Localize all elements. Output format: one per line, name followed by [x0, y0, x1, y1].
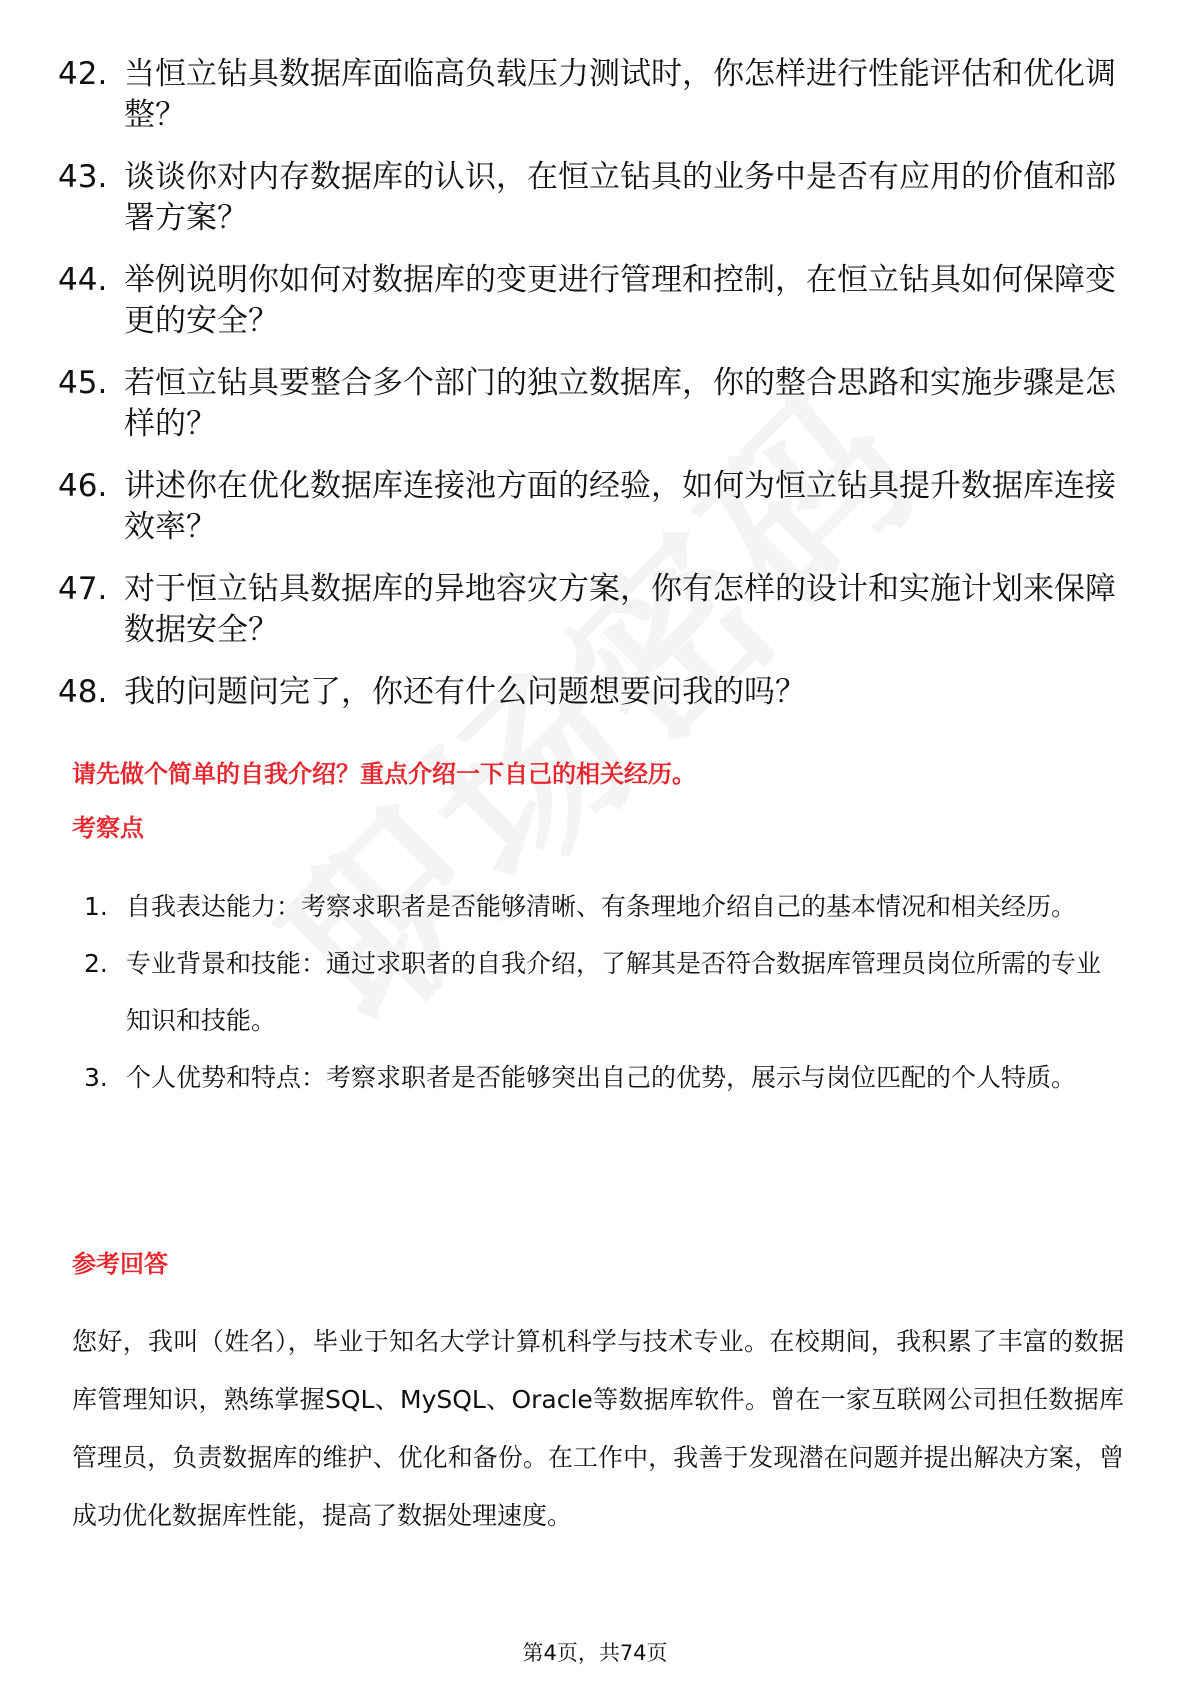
focus-point-number: 3. [84, 1063, 108, 1092]
focus-point-text: 专业背景和技能：通过求职者的自我介绍，了解其是否符合数据库管理员岗位所需的专业知识和技能。 [126, 949, 1102, 1035]
page-footer: 第4页，共74页 [522, 1641, 668, 1665]
question-number: 48. [58, 674, 108, 710]
question-number: 43. [58, 159, 108, 195]
question-text: 举例说明你如何对数据库的变更进行管理和控制，在恒立钻具如何保障变更的安全？ [124, 262, 1116, 339]
main-question-heading: 请先做个简单的自我介绍？重点介绍一下自己的相关经历。 [72, 760, 696, 788]
focus-point-list [84, 878, 1124, 1106]
focus-point-number: 1. [84, 892, 108, 921]
question-number: 42. [58, 56, 108, 92]
focus-point [84, 878, 1124, 935]
focus-heading: 考察点 [72, 814, 144, 842]
focus-point-text: 自我表达能力：考察求职者是否能够清晰、有条理地介绍自己的基本情况和相关经历。 [126, 892, 1077, 921]
question-item [58, 569, 1118, 651]
focus-point [84, 935, 1124, 1049]
question-number: 45. [58, 365, 108, 401]
question-item [58, 157, 1118, 239]
question-item [58, 260, 1118, 342]
question-text: 若恒立钻具要整合多个部门的独立数据库，你的整合思路和实施步骤是怎样的？ [124, 365, 1116, 442]
question-list [58, 54, 1118, 734]
question-item [58, 672, 1118, 713]
question-number: 46. [58, 468, 108, 504]
answer-paragraph: 您好，我叫（姓名），毕业于知名大学计算机科学与技术专业。在校期间，我积累了丰富的数据库管理知识，熟练掌握SQL、MySQL、Oracle等数据库软件。曾在一家互联网公司担任数据库管理员，负责数据库的维护、优化和备份。在工作中，我善于发现潜在问题并提出解决方案，曾成功优化数据库性能，提高了数据处理速度。 [72, 1327, 1124, 1530]
question-item [58, 363, 1118, 445]
question-text: 讲述你在优化数据库连接池方面的经验，如何为恒立钻具提升数据库连接效率？ [124, 468, 1116, 545]
focus-point-number: 2. [84, 949, 108, 978]
question-text: 当恒立钻具数据库面临高负载压力测试时，你怎样进行性能评估和优化调整？ [124, 56, 1116, 133]
question-text: 我的问题问完了，你还有什么问题想要问我的吗？ [124, 674, 806, 710]
question-item [58, 466, 1118, 548]
focus-point [84, 1049, 1124, 1106]
focus-point-text: 个人优势和特点：考察求职者是否能够突出自己的优势，展示与岗位匹配的个人特质。 [126, 1063, 1077, 1092]
question-text: 对于恒立钻具数据库的异地容灾方案，你有怎样的设计和实施计划来保障数据安全？ [124, 571, 1116, 648]
answer-heading: 参考回答 [72, 1250, 168, 1278]
question-text: 谈谈你对内存数据库的认识，在恒立钻具的业务中是否有应用的价值和部署方案？ [124, 159, 1116, 236]
question-item [58, 54, 1118, 136]
question-number: 47. [58, 571, 108, 607]
question-number: 44. [58, 262, 108, 298]
